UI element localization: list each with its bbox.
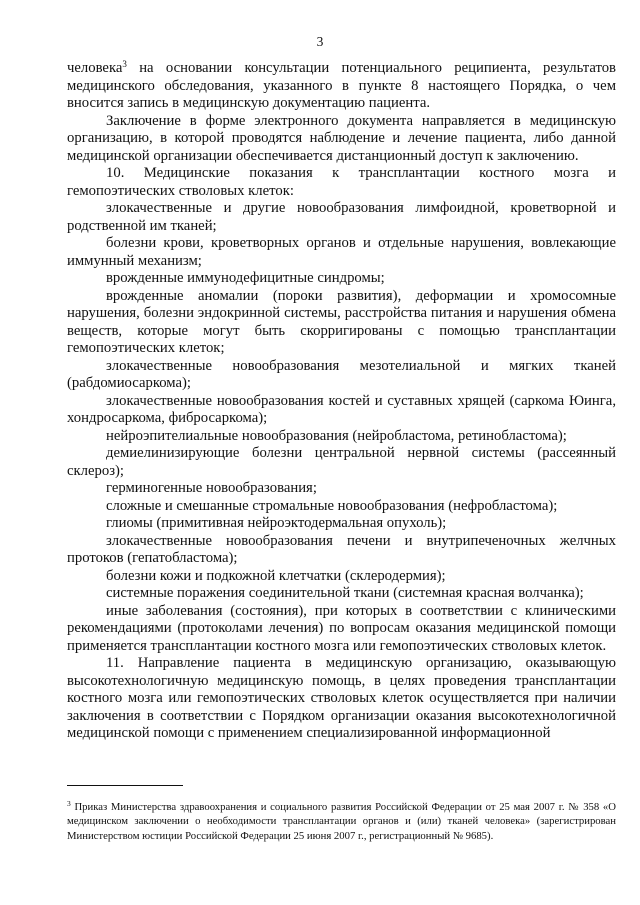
list-item: болезни крови, кроветворных органов и отдельные нарушения, вовлекающие иммунный механизм; (67, 235, 616, 269)
footnote-mark: 3 (67, 799, 71, 808)
list-item: врожденные аномалии (пороки развития), деформации и хромосомные нарушения, болезни эндокринной системы, расстройства питания и нарушения обмена веществ, которые могут быть скорригированы с помощью трансплантации гемопоэтических клеток; (67, 287, 616, 356)
paragraph-continuation (67, 60, 616, 113)
paragraph-text: человека (67, 60, 123, 76)
list-item: злокачественные новообразования мезотелиальной и мягких тканей (рабдомиосаркома); (67, 357, 616, 391)
list-item: глиомы (примитивная нейроэктодермальная опухоль); (106, 515, 447, 531)
paragraph-text: на основании консультации потенциального реципиента, результатов медицинского обследования, указанного в пункте 8 настоящего Порядка, о чем вносится запись в медицинскую документацию пациента. (67, 60, 616, 111)
list-item: герминогенные новообразования; (106, 480, 317, 496)
list-item: болезни кожи и подкожной клетчатки (склеродермия); (106, 567, 446, 584)
list-item: злокачественные новообразования печени и внутрипеченочных желчных протоков (гепатобластома); (67, 532, 616, 566)
paragraph-conclusion: Заключение в форме электронного документа направляется в медицинскую организацию, в которой проводятся наблюдение и лечение пациента, либо данной медицинской организации обеспечивается дистанционный доступ к заключению. (67, 112, 616, 164)
list-item: демиелинизирующие болезни центральной нервной системы (рассеянный склероз); (67, 445, 616, 479)
footnote-reference[interactable]: 3 (122, 59, 127, 69)
paragraph-item-11: 11. Направление пациента в медицинскую организацию, оказывающую высокотехнологичную медицинскую помощь, в целях проведения трансплантации костного мозга или гемопоэтических стволовых клеток осуществляется при наличии заключения в соответствии с Порядком организации оказания высокотехнологичной медицинской помощи с применением специализированной информационной (67, 655, 616, 741)
footnote-text: Приказ Министерства здравоохранения и социального развития Российской Федерации от 25 мая 2007 г. № 358 «О медицинском заключении о необходимости трансплантации органов и (или) тканей человека» (зарегистрирован Министерством юстиции Российской Федерации 25 июня 2007 г., регистрационный № 9685). (67, 801, 616, 842)
list-item: системные поражения соединительной ткани (системная красная волчанка); (106, 585, 584, 601)
list-item: злокачественные новообразования костей и суставных хрящей (саркома Юинга, хондросаркома, фибросаркома); (67, 392, 616, 426)
footnote (67, 800, 616, 843)
list-item: врожденные иммунодефицитные синдромы; (106, 270, 385, 286)
document-body (67, 60, 616, 743)
page-number: 3 (316, 34, 324, 49)
list-item: злокачественные и другие новообразования лимфоидной, кроветворной и родственной им тканей; (67, 200, 616, 234)
footnote-divider (67, 785, 183, 786)
paragraph-item-10-heading: 10. Медицинские показания к трансплантации костного мозга и гемопоэтических стволовых клеток: (67, 165, 616, 199)
list-item: сложные и смешанные стромальные новообразования (нефробластома); (106, 497, 558, 514)
list-item: нейроэпителиальные новообразования (нейробластома, ретинобластома); (106, 427, 567, 444)
list-item: иные заболевания (состояния), при которых в соответствии с клиническими рекомендациями (протоколами лечения) по вопросам оказания медицинской помощи применяется трансплантации костного мозга или гемопоэтических стволовых клеток. (67, 602, 616, 654)
